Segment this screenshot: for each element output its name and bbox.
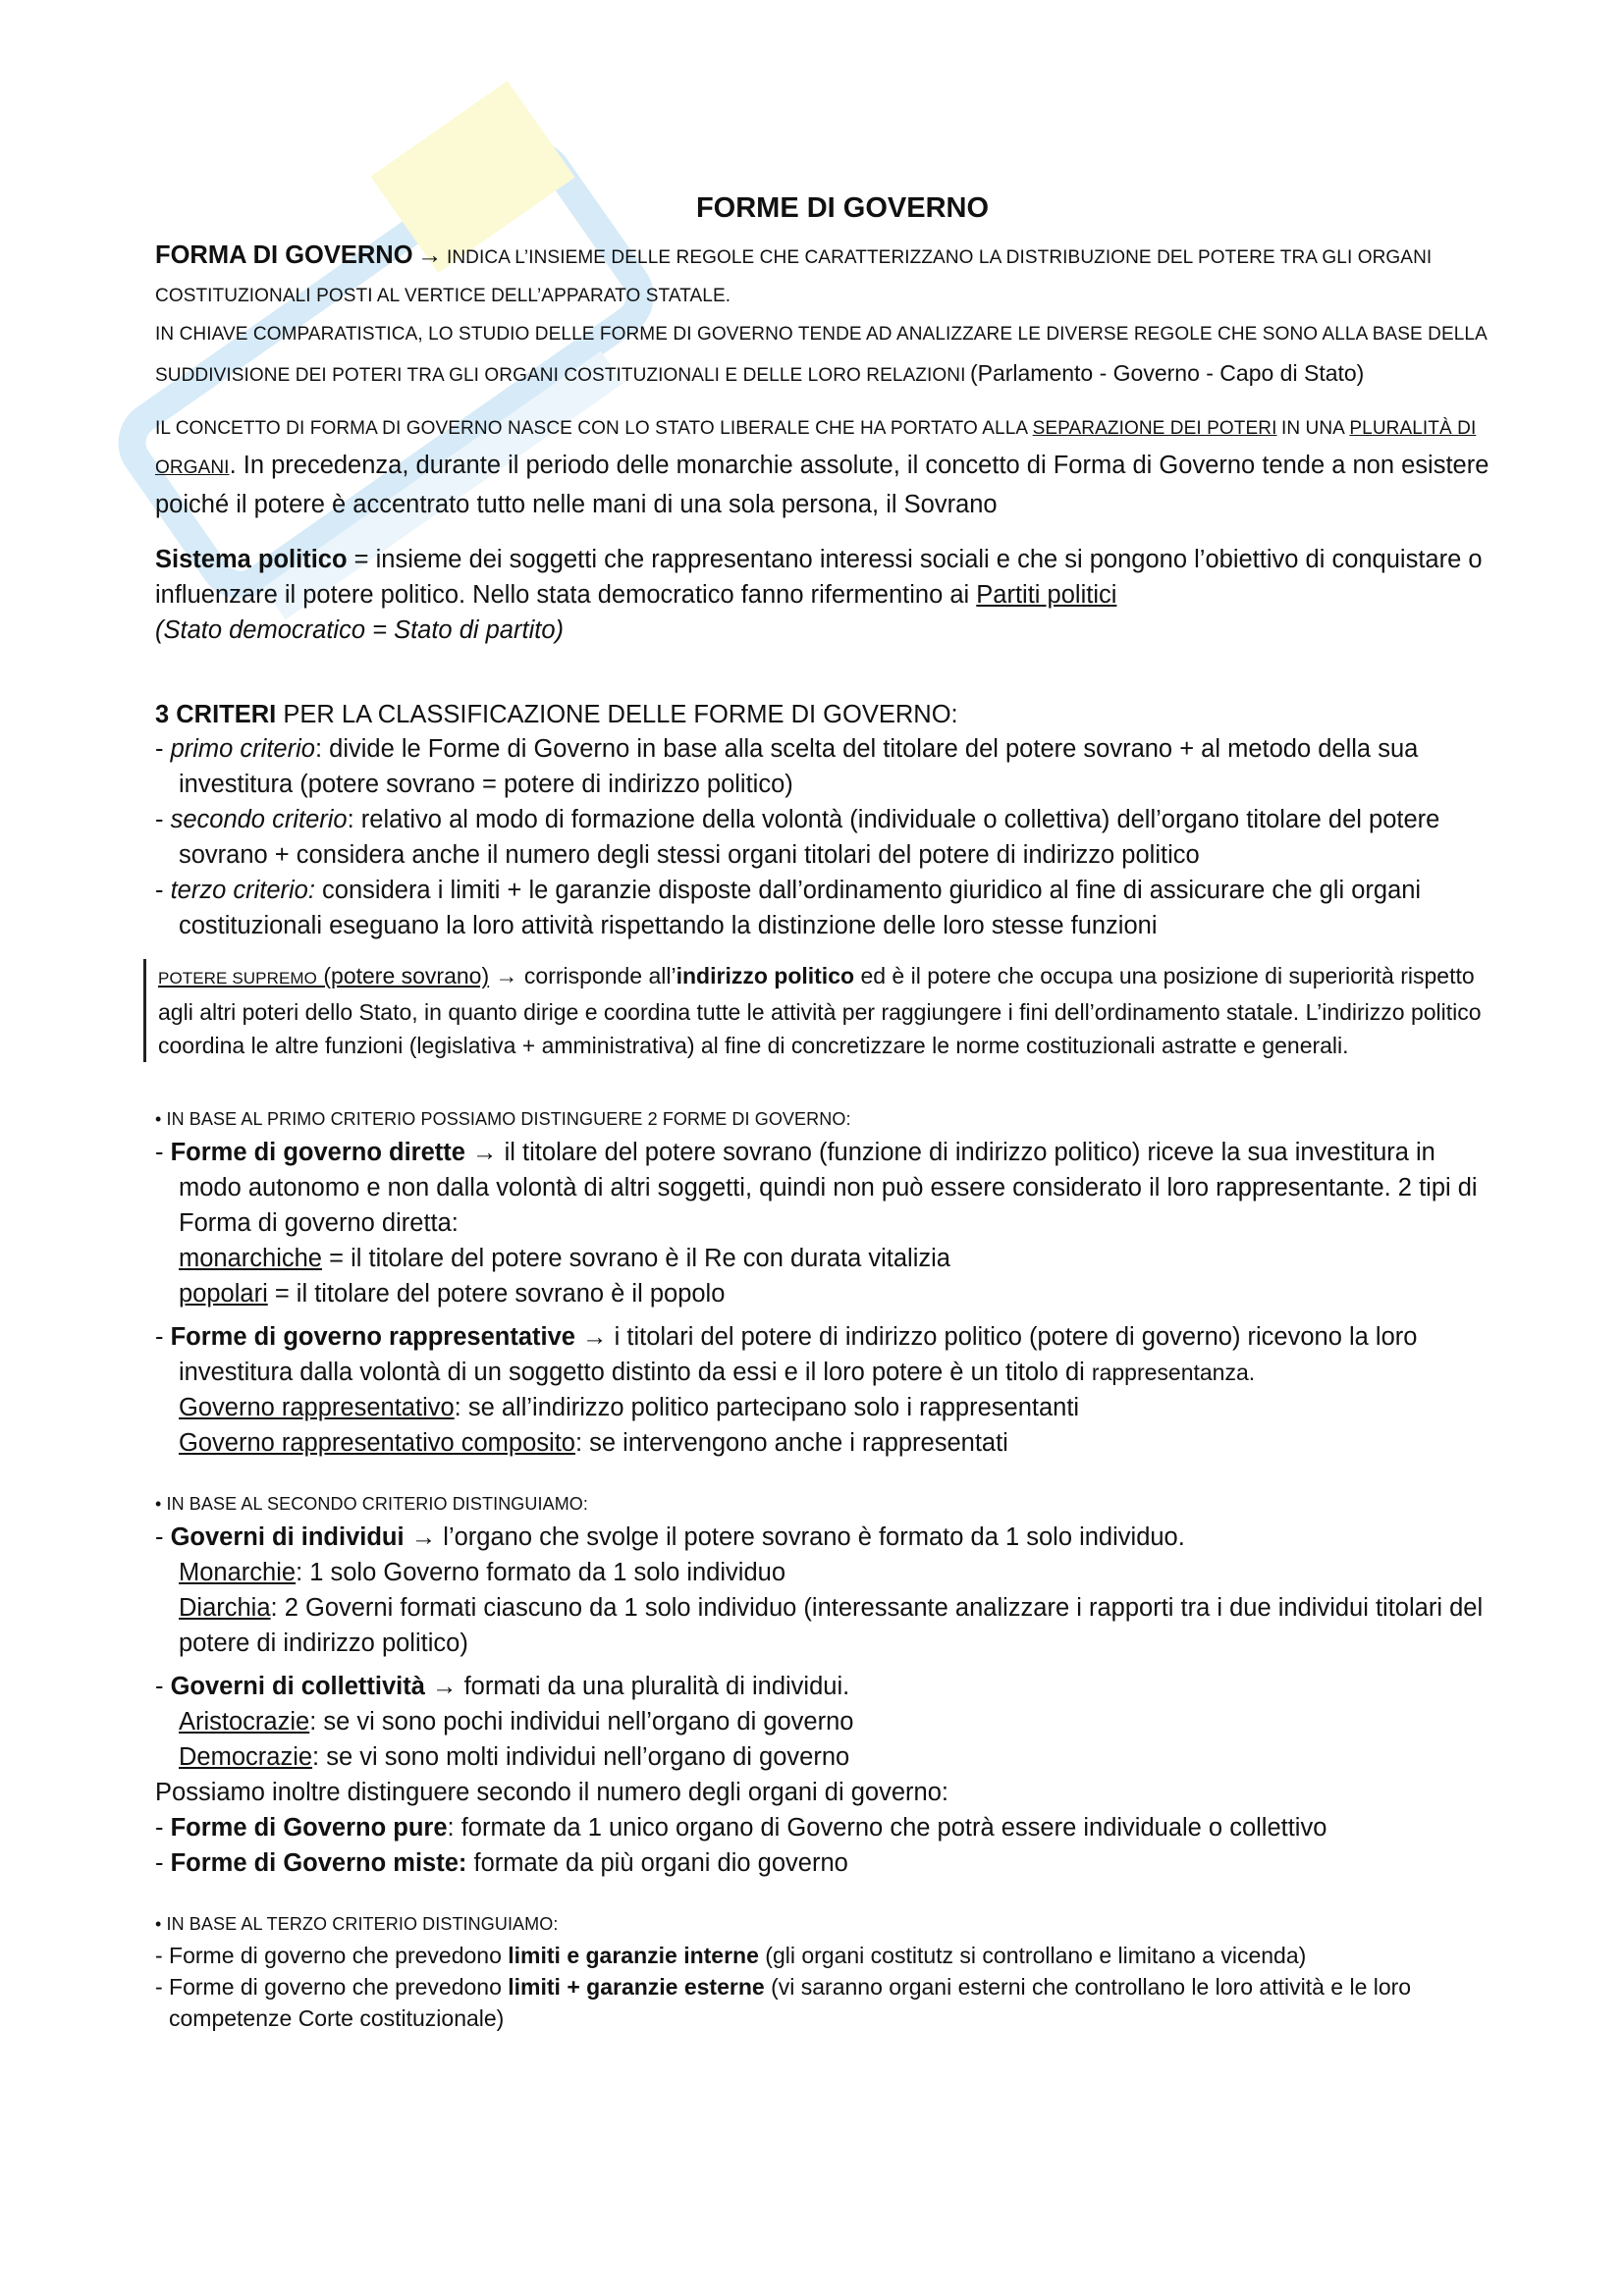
potere-supremo-term: POTERE SUPREMO — [158, 969, 317, 988]
rappresentanza-word: rappresentanza. — [1091, 1360, 1256, 1385]
aristocrazie-line — [155, 1704, 1490, 1739]
aristocrazie-term: Aristocrazie — [179, 1708, 310, 1735]
diarchia-term: Diarchia — [179, 1594, 271, 1622]
terzo-criterio-section — [155, 1906, 1490, 2034]
aristocrazie-text: : se vi sono pochi individui nell’organo di governo — [309, 1708, 854, 1735]
rappresentative-term: Forme di governo rappresentative — [170, 1323, 575, 1351]
dirette-text: → il titolare del potere sovrano (funzione di indirizzo politico) riceve la sua investitura in modo autonomo e non dalla volontà di altri soggetti, quindi non può essere considerato il loro rappresentante. 2 tipi di Forma di governo diretta: — [179, 1139, 1478, 1237]
criteri-heading — [155, 699, 1490, 731]
miste-term: Forme di Governo miste: — [170, 1849, 467, 1877]
rappresentative-item: - Forme di governo rappresentative → i titolari del potere di indirizzo politico (potere di governo) ricevono la loro investitura dalla volontà di un soggetto distinto da essi e il loro potere è un titolo di rappresentanza. — [155, 1323, 1418, 1386]
governo-composito-term: Governo rappresentativo composito — [179, 1429, 575, 1457]
sistema-text: = insieme dei soggetti che rappresentano interessi sociali e che si pongono l’obiettivo di conquistare o influenzare il potere politico. Nello stata democratico fanno rifermentino ai — [155, 546, 1483, 609]
criterio-text: divide le Forme di Governo in base alla scelta del titolare del potere sovrano + al metodo della sua investitura (potere sovrano = potere di indirizzo politico) — [179, 735, 1419, 798]
individui-item: - Governi di individui → l’organo che svolge il potere sovrano è formato da 1 solo individuo. — [155, 1523, 1185, 1551]
criteri-head-rest: PER LA CLASSIFICAZIONE DELLE FORME DI GOVERNO: — [283, 701, 958, 728]
monarchie-term: Monarchie — [179, 1559, 297, 1586]
democrazie-text: : se vi sono molti individui nell’organo di governo — [312, 1743, 850, 1771]
criterio-colon: : — [347, 806, 354, 833]
collettivita-text: → formati da una pluralità di individui. — [431, 1673, 850, 1700]
criterio-label: secondo criterio — [170, 806, 348, 833]
diarchia-line — [155, 1590, 1490, 1661]
criterio-text: considera i limiti + le garanzie disposte dall’ordinamento giuridico al fine di assicurare che gli organi costituzionali eseguano la loro attività rispettando la distinzione delle loro stesse funzioni — [179, 877, 1422, 939]
liberale-text-c: IN UNA — [1280, 418, 1345, 439]
monarchiche-line — [155, 1241, 1490, 1276]
criterio-colon: : — [314, 735, 323, 763]
secondo-heading — [155, 1486, 1490, 1520]
terzo-heading-text: • IN BASE AL TERZO CRITERIO DISTINGUIAMO: — [155, 1914, 559, 1934]
collettivita-item: - Governi di collettività → formati da una pluralità di individui. — [155, 1673, 850, 1700]
pure-item: - Forme di Governo pure: formate da 1 unico organo di Governo che potrà essere individuale o collettivo — [155, 1814, 1327, 1842]
sistema-paren: (Stato democratico = Stato di partito) — [155, 616, 564, 644]
pure-term: Forme di Governo pure — [170, 1814, 448, 1842]
indirizzo-politico: indirizzo politico — [676, 963, 855, 988]
dirette-item: - Forme di governo dirette → il titolare del potere sovrano (funzione di indirizzo politico) riceve la sua investitura in modo autonomo e non dalla volontà di altri soggetti, quindi non può essere considerato il loro rappresentante. 2 tipi di Forma di governo diretta: — [155, 1139, 1478, 1237]
terzo-i2-b: limiti + garanzie esterne — [508, 1974, 765, 2000]
criterio-item: - primo criterio: divide le Forme di Governo in base alla scelta del titolare del potere sovrano + al metodo della sua investitura (potere sovrano = potere di indirizzo politico) — [155, 735, 1419, 798]
secondo-criterio-section — [155, 1486, 1490, 1881]
criteri-head-bold: 3 CRITERI — [155, 701, 277, 728]
criterio-item: - terzo criterio: considera i limiti + le garanzie disposte dall’ordinamento giuridico al fine di assicurare che gli organi costituzionali eseguano la loro attività rispettando la distinzione delle loro stesse funzioni — [155, 877, 1422, 939]
democrazie-term: Democrazie — [179, 1743, 313, 1771]
dirette-term: Forme di governo dirette — [170, 1139, 465, 1166]
definition-text-2: IN CHIAVE COMPARATISTICA, LO STUDIO DELLE FORME DI GOVERNO TENDE AD ANALIZZARE LE DIVERSE REGOLE CHE SONO ALLA BASE DELLA SUDDIVISIONE DEI POTERI TRA GLI ORGANI COSTITUZIONALI E DELLE LORO RELAZIONI — [155, 324, 1487, 386]
popolari-line — [155, 1276, 1490, 1311]
liberale-text-e: . In precedenza, durante il periodo delle monarchie assolute, il concetto di Forma di Governo tende a non esistere poiché il potere è accentrato tutto nelle mani di una sola persona, il Sovrano — [155, 452, 1489, 518]
individui-text: → l’organo che svolge il potere sovrano è formato da 1 solo individuo. — [410, 1523, 1185, 1551]
partiti-politici: Partiti politici — [976, 581, 1117, 609]
governo-composito-line — [155, 1425, 1490, 1461]
miste-item: - Forme di Governo miste: formate da più organi dio governo — [155, 1849, 848, 1877]
potere-sovrano-paren: (potere sovrano) — [323, 963, 490, 988]
supremo-text-e: ed è il potere che occupa una posizione di superiorità rispetto agli altri poteri dello Stato, in quanto dirige e coordina tutte le attività per raggiungere i fini dell’ordinamento statale. L’indirizzo politico coordina le altre funzioni (legislativa + amministrativa) al fine di concretizzare le norme costituzionali astratte e generali. — [158, 963, 1482, 1058]
definition-tail: (Parlamento - Governo - Capo di Stato) — [969, 360, 1365, 386]
document-page — [155, 192, 1490, 2034]
page-title: FORME DI GOVERNO — [695, 192, 990, 224]
criterio-item: - secondo criterio: relativo al modo di formazione della volontà (individuale o collettiva) dell’organo titolare del potere sovrano + considera anche il numero degli stessi organi titolari del potere di indirizzo politico — [155, 806, 1440, 869]
definition-text: INDICA L’INSIEME DELLE REGOLE CHE CARATTERIZZANO LA DISTRIBUZIONE DEL POTERE TRA GLI ORGANI COSTITUZIONALI POSTI AL VERTICE DELL’APPARATO STATALE. — [155, 247, 1433, 306]
primo-criterio-section — [155, 1101, 1490, 1461]
separazione-poteri: SEPARAZIONE DEI POTERI — [1032, 418, 1277, 439]
terzo-i2-c: (vi saranno organi esterni che controllano le loro attività e le loro competenze Corte costituzionale) — [169, 1974, 1412, 2031]
governo-rappresentativo-text: : se all’indirizzo politico partecipano solo i rappresentanti — [454, 1394, 1080, 1421]
terzo-item-1 — [155, 1940, 1490, 1971]
possiamo-line: Possiamo inoltre distinguere secondo il numero degli organi di governo: — [155, 1779, 948, 1806]
monarchie-text: : 1 solo Governo formato da 1 solo individuo — [296, 1559, 786, 1586]
terzo-i1-b: limiti e garanzie interne — [508, 1943, 759, 1968]
pluralita-organi: PLURALITÀ DI ORGANI — [155, 418, 1477, 478]
liberale-paragraph — [155, 411, 1490, 526]
liberale-text-a: IL CONCETTO DI FORMA DI GOVERNO NASCE CON LO STATO LIBERALE CHE HA PORTATO ALLA — [155, 418, 1029, 439]
terzo-i1-a: - Forme di governo che prevedono — [155, 1943, 502, 1968]
democrazie-line — [155, 1739, 1490, 1775]
terzo-heading — [155, 1906, 1490, 1940]
governo-rappresentativo-line — [155, 1390, 1490, 1425]
definition-paragraph — [155, 237, 1490, 396]
popolari-text: = il titolare del potere sovrano è il popolo — [274, 1280, 726, 1308]
monarchiche-term: monarchiche — [179, 1245, 322, 1272]
potere-supremo-note — [143, 959, 1490, 1062]
monarchiche-text: = il titolare del potere sovrano è il Re con durata vitalizia — [329, 1245, 950, 1272]
arrow: → — [417, 241, 443, 269]
terzo-i2-a: - Forme di governo che prevedono — [155, 1974, 502, 2000]
diarchia-text: : 2 Governi formati ciascuno da 1 solo individuo (interessante analizzare i rapporti tra i due individui titolari del potere di indirizzo politico) — [179, 1594, 1484, 1657]
criteri-section — [155, 699, 1490, 943]
individui-term: Governi di individui — [170, 1523, 405, 1551]
terzo-item-2 — [155, 1971, 1490, 2034]
collettivita-term: Governi di collettività — [170, 1673, 425, 1700]
secondo-heading-text: • IN BASE AL SECONDO CRITERIO DISTINGUIAMO: — [155, 1494, 589, 1514]
popolari-term: popolari — [179, 1280, 268, 1308]
supremo-text-c: → corrisponde all’ — [495, 963, 677, 988]
primo-heading — [155, 1101, 1490, 1135]
criterio-text: relativo al modo di formazione della volontà (individuale o collettiva) dell’organo titolare del potere sovrano + considera anche il numero degli stessi organi titolari del potere di indirizzo politico — [179, 806, 1440, 869]
primo-heading-text: • IN BASE AL PRIMO CRITERIO POSSIAMO DISTINGUERE 2 FORME DI GOVERNO: — [155, 1109, 851, 1129]
criterio-label: terzo criterio: — [170, 877, 315, 904]
rappresentative-text: → i titolari del potere di indirizzo politico (potere di governo) ricevono la loro investitura dalla volontà di un soggetto distinto da essi e il loro potere è un titolo di — [179, 1323, 1418, 1386]
criterio-label: primo criterio — [170, 735, 315, 763]
monarchie-line — [155, 1555, 1490, 1590]
pure-text: : formate da 1 unico organo di Governo che potrà essere individuale o collettivo — [447, 1814, 1327, 1842]
terzo-i1-c: (gli organi costitutz si controllano e limitano a vicenda) — [765, 1943, 1307, 1968]
miste-text: formate da più organi dio governo — [473, 1849, 848, 1877]
sistema-term: Sistema politico — [155, 546, 348, 573]
sistema-paragraph — [155, 542, 1490, 648]
governo-rappresentativo-term: Governo rappresentativo — [179, 1394, 455, 1421]
governo-composito-text: : se intervengono anche i rappresentati — [574, 1429, 1008, 1457]
definition-term: FORMA DI GOVERNO — [155, 241, 413, 269]
